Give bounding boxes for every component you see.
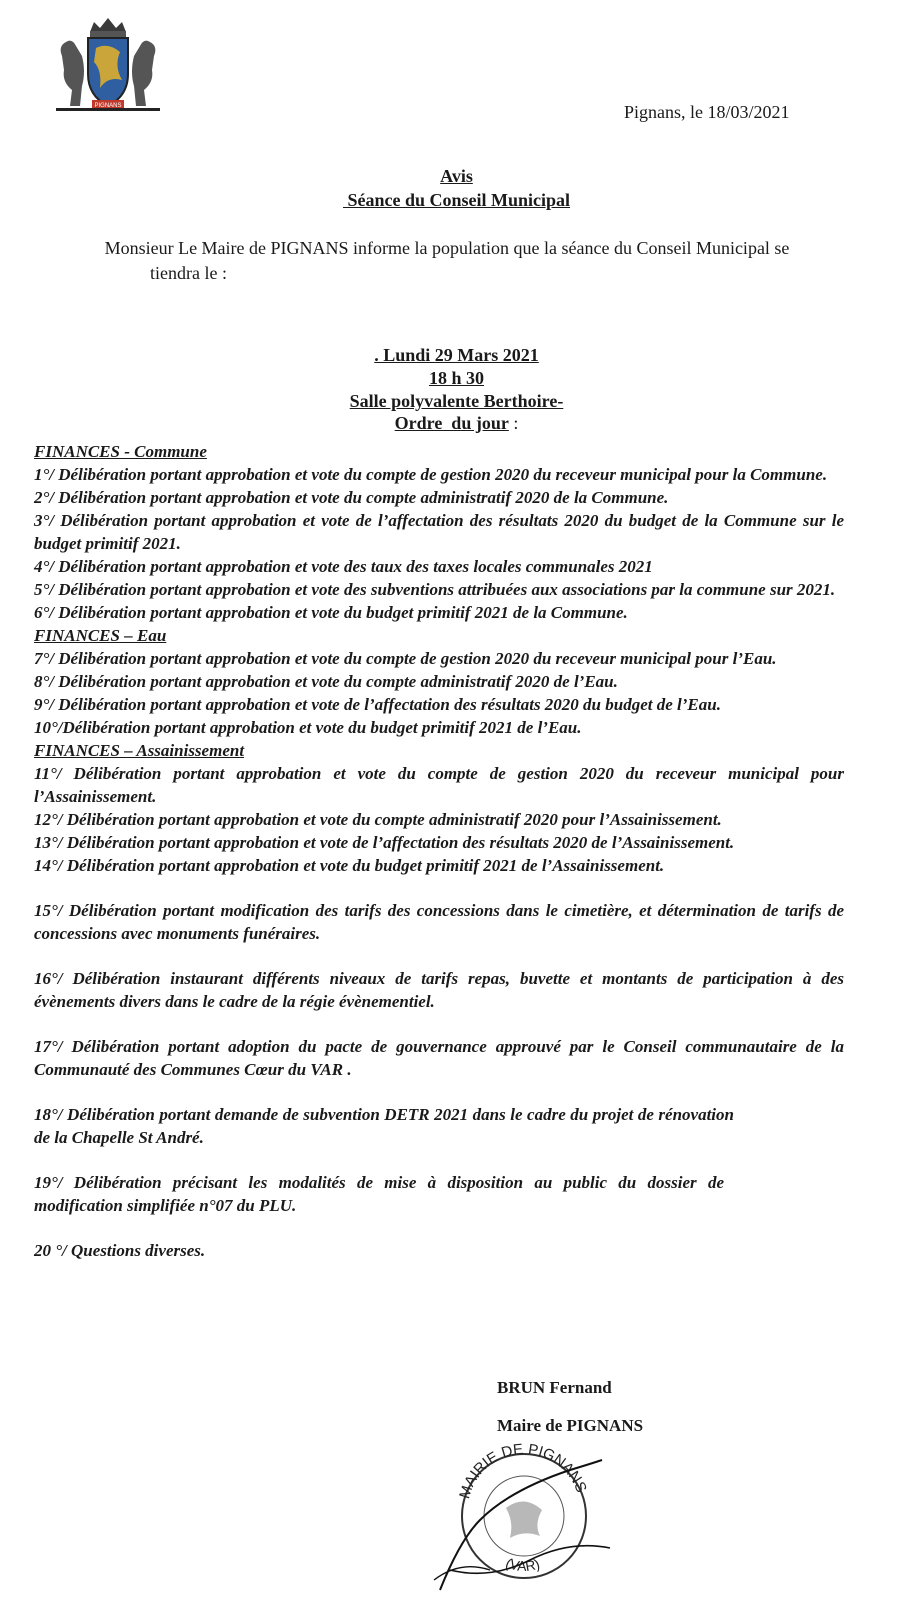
agenda-item-5: 5°/ Délibération portant approbation et vote des subventions attribuées aux associations par la commune sur 2021.	[34, 580, 836, 599]
section-finances-eau: FINANCES – Eau	[34, 626, 167, 645]
session-title-wrap	[0, 190, 913, 211]
agenda-item-10: 10°/Délibération portant approbation et vote du budget primitif 2021 de l’Eau.	[34, 718, 582, 737]
agenda-item-14: 14°/ Délibération portant approbation et vote du budget primitif 2021 de l’Assainissement.	[34, 856, 665, 875]
svg-text:PIGNANS: PIGNANS	[94, 103, 122, 109]
intro-line-2: tiendra le :	[150, 263, 227, 283]
signatory-name: BRUN Fernand	[497, 1378, 612, 1397]
agenda-item-16: 16°/ Délibération instaurant différents niveaux de tarifs repas, buvette et montants de participation à des évènements divers dans le cadre de la régie évènementiel.	[34, 969, 844, 1011]
meeting-place: Salle polyvalente Berthoire-	[349, 391, 564, 411]
agenda-item-11: 11°/ Délibération portant approbation et vote du compte de gestion 2020 du receveur municipal pour l’Assainissement.	[34, 764, 844, 806]
agenda-item-4: 4°/ Délibération portant approbation et vote des taux des taxes locales communales 2021	[34, 557, 653, 576]
section-finances-assainissement: FINANCES – Assainissement	[34, 741, 245, 760]
meeting-place-wrap	[0, 391, 913, 412]
agenda-item-9: 9°/ Délibération portant approbation et vote de l’affectation des résultats 2020 du budget de l’Eau.	[34, 695, 721, 714]
agenda-item-8: 8°/ Délibération portant approbation et vote du compte administratif 2020 de l’Eau.	[34, 672, 618, 691]
agenda-item-2: 2°/ Délibération portant approbation et vote du compte administratif 2020 de la Commune.	[34, 488, 669, 507]
agenda-item-3: 3°/ Délibération portant approbation et vote de l’affectation des résultats 2020 du budget de la Commune sur le budget primitif 2021.	[34, 511, 844, 553]
session-title: Séance du Conseil Municipal	[342, 190, 571, 210]
agenda-item-19: 19°/ Délibération précisant les modalités de mise à disposition au public du dossier de modification simplifiée n°07 du PLU.	[34, 1173, 724, 1215]
coat-of-arms-logo	[52, 16, 164, 122]
agenda-item-17: 17°/ Délibération portant adoption du pacte de gouvernance approuvé par le Conseil communautaire de la Communauté des Communes Cœur du VAR .	[34, 1037, 844, 1079]
agenda-colon: :	[508, 413, 519, 433]
agenda-item-7: 7°/ Délibération portant approbation et vote du compte de gestion 2020 du receveur municipal pour l’Eau.	[34, 649, 777, 668]
intro-line-1: Monsieur Le Maire de PIGNANS informe la population que la séance du Conseil Municipal se	[104, 238, 790, 258]
intro-text	[52, 236, 842, 286]
document-date: Pignans, le 18/03/2021	[624, 102, 790, 122]
agenda-item-20: 20 °/ Questions diverses.	[34, 1241, 206, 1260]
agenda-item-12: 12°/ Délibération portant approbation et vote du compte administratif 2020 pour l’Assainissement.	[34, 810, 722, 829]
section-finances-commune: FINANCES - Commune	[34, 442, 207, 461]
svg-text:(VAR): (VAR)	[503, 1554, 542, 1575]
agenda-list	[34, 440, 844, 1262]
agenda-heading	[0, 413, 913, 434]
agenda-item-13: 13°/ Délibération portant approbation et vote de l’affectation des résultats 2020 de l’Assainissement.	[34, 833, 735, 852]
meeting-date: . Lundi 29 Mars 2021	[374, 345, 539, 365]
agenda-item-6: 6°/ Délibération portant approbation et vote du budget primitif 2021 de la Commune.	[34, 603, 628, 622]
meeting-time: 18 h 30	[428, 368, 484, 388]
agenda-label: Ordre du jour	[394, 413, 509, 433]
notice-heading: Avis	[440, 166, 473, 186]
signatory-role: Maire de PIGNANS	[497, 1416, 644, 1435]
agenda-item-15: 15°/ Délibération portant modification des tarifs des concessions dans le cimetière, et détermination de tarifs de concessions avec monuments funéraires.	[34, 901, 844, 943]
agenda-item-1: 1°/ Délibération portant approbation et vote du compte de gestion 2020 du receveur municipal pour la Commune.	[34, 465, 828, 484]
svg-text:MAIRIE DE PIGNANS: MAIRIE DE PIGNANS	[456, 1440, 590, 1501]
mairie-stamp-signature	[420, 1420, 620, 1595]
agenda-item-18: 18°/ Délibération portant demande de subvention DETR 2021 dans le cadre du projet de rénovation de la Chapelle St André.	[34, 1105, 734, 1147]
